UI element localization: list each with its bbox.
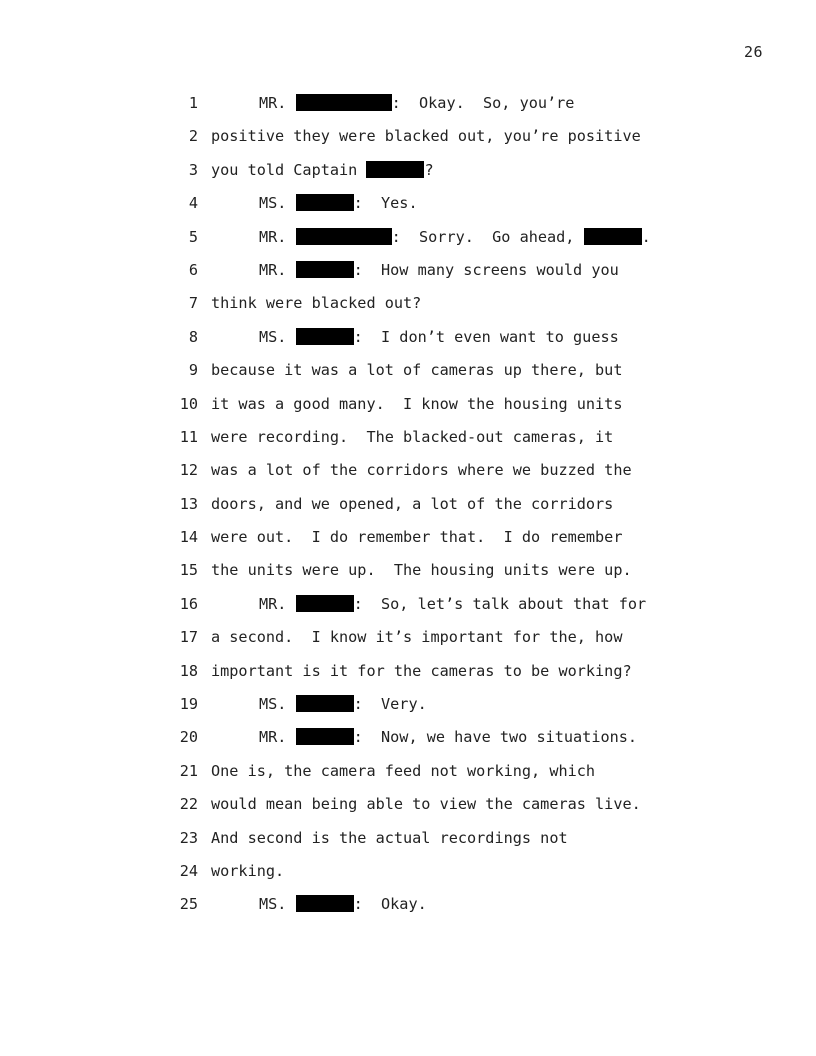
text-segment: you told Captain [211,160,367,179]
transcript-line [0,894,816,927]
text-segment: : Okay. [353,895,427,914]
page-number: 26 [743,43,763,61]
transcript-line [0,394,816,427]
line-text [211,661,632,681]
text-segment: a second. I know it’s important for the, how [211,628,623,647]
transcript-line [0,360,816,393]
line-number: 4 [188,194,198,213]
line-number: 19 [179,695,198,714]
transcript-line [0,694,816,727]
redaction-block [296,194,354,211]
line-number: 24 [179,861,198,880]
line-text [259,93,574,113]
redaction-block [366,161,424,178]
transcript-line [0,327,816,360]
line-number: 3 [188,160,198,179]
line-text [259,193,418,213]
line-number: 6 [188,260,198,279]
text-segment: MS. [259,895,296,914]
redaction-block [296,728,354,745]
transcript-line [0,427,816,460]
text-segment: : Now, we have two situations. [353,728,638,747]
text-segment: : Okay. So, you’re [391,94,575,112]
line-text [211,126,641,146]
text-segment: : Sorry. Go ahead, [391,227,584,246]
line-number: 11 [179,427,198,446]
text-segment: . [641,227,651,246]
redaction-block [296,94,392,111]
transcript-line [0,594,816,627]
transcript-line [0,160,816,193]
line-number: 12 [179,461,198,480]
text-segment: MR. [259,260,296,279]
line-number: 13 [179,494,198,513]
text-segment: : So, let’s talk about that for [353,594,647,613]
line-text [259,260,619,280]
line-text [259,594,646,614]
transcript-line [0,260,816,293]
text-segment: : How many screens would you [353,260,619,279]
text-segment: MR. [259,227,296,246]
transcript-line [0,794,816,827]
line-text [211,761,595,781]
text-segment: think were blacked out? [211,294,422,313]
text-segment: it was a good many. I know the housing units [211,394,623,413]
line-text [259,727,637,747]
text-segment: were out. I do remember that. I do remember [211,528,623,547]
line-text [259,227,651,247]
line-text [259,694,427,714]
line-number: 20 [179,728,198,747]
text-segment: working. [211,861,285,880]
text-segment: : Very. [353,695,427,714]
transcript-line [0,727,816,760]
line-text [211,160,434,180]
text-segment: would mean being able to view the cameras live. [211,795,641,814]
transcript-line [0,494,816,527]
line-text [211,494,613,514]
transcript-body [0,93,816,928]
transcript-line [0,761,816,794]
text-segment: were recording. The blacked-out cameras, it [211,427,614,446]
redaction-block [296,895,354,912]
text-segment: And second is the actual recordings not [211,828,568,847]
line-number: 21 [179,761,198,780]
transcript-line [0,193,816,226]
redaction-block [296,228,392,245]
line-number: 16 [179,594,198,613]
transcript-line [0,627,816,660]
line-text [211,794,641,814]
transcript-line [0,560,816,593]
line-number: 8 [188,327,198,346]
text-segment: MR. [259,94,296,112]
line-text [211,293,421,313]
line-number: 9 [188,361,198,380]
text-segment: important is it for the cameras to be working? [211,661,632,680]
redaction-block [296,695,354,712]
redaction-block [296,261,354,278]
line-number: 14 [179,528,198,547]
line-text [211,627,622,647]
transcript-line [0,828,816,861]
line-number: 17 [179,628,198,647]
redaction-block [584,228,642,245]
text-segment: because it was a lot of cameras up there, but [211,361,623,380]
line-number: 22 [179,795,198,814]
line-text [259,327,619,347]
line-number: 7 [188,294,198,313]
line-number: 2 [188,127,198,146]
line-number: 1 [188,94,198,112]
transcript-line [0,227,816,260]
line-text [211,828,568,848]
line-text [211,460,632,480]
transcript-line [0,527,816,560]
text-segment: ? [424,160,434,179]
line-text [211,560,632,580]
text-segment: MR. [259,728,296,747]
text-segment: the units were up. The housing units were up. [211,561,632,580]
transcript-line [0,93,816,126]
line-text [259,894,427,914]
line-number: 5 [188,227,198,246]
line-number: 15 [179,561,198,580]
text-segment: One is, the camera feed not working, which [211,761,596,780]
line-text [211,527,622,547]
text-segment: was a lot of the corridors where we buzzed the [211,461,632,480]
transcript-line [0,861,816,894]
line-number: 23 [179,828,198,847]
line-number: 25 [179,895,198,914]
line-text [211,394,622,414]
redaction-block [296,328,354,345]
redaction-block [296,595,354,612]
line-text [211,360,622,380]
transcript-line [0,661,816,694]
text-segment: MS. [259,327,296,346]
line-number: 18 [179,661,198,680]
line-text [211,427,613,447]
text-segment: : Yes. [353,194,418,213]
transcript-line [0,460,816,493]
text-segment: MS. [259,695,296,714]
transcript-line [0,293,816,326]
line-number: 10 [179,394,198,413]
text-segment: positive they were blacked out, you’re positive [211,127,641,146]
text-segment: MR. [259,594,296,613]
text-segment: doors, and we opened, a lot of the corridors [211,494,614,513]
transcript-line [0,126,816,159]
text-segment: : I don’t even want to guess [353,327,619,346]
text-segment: MS. [259,194,296,213]
line-text [211,861,284,881]
